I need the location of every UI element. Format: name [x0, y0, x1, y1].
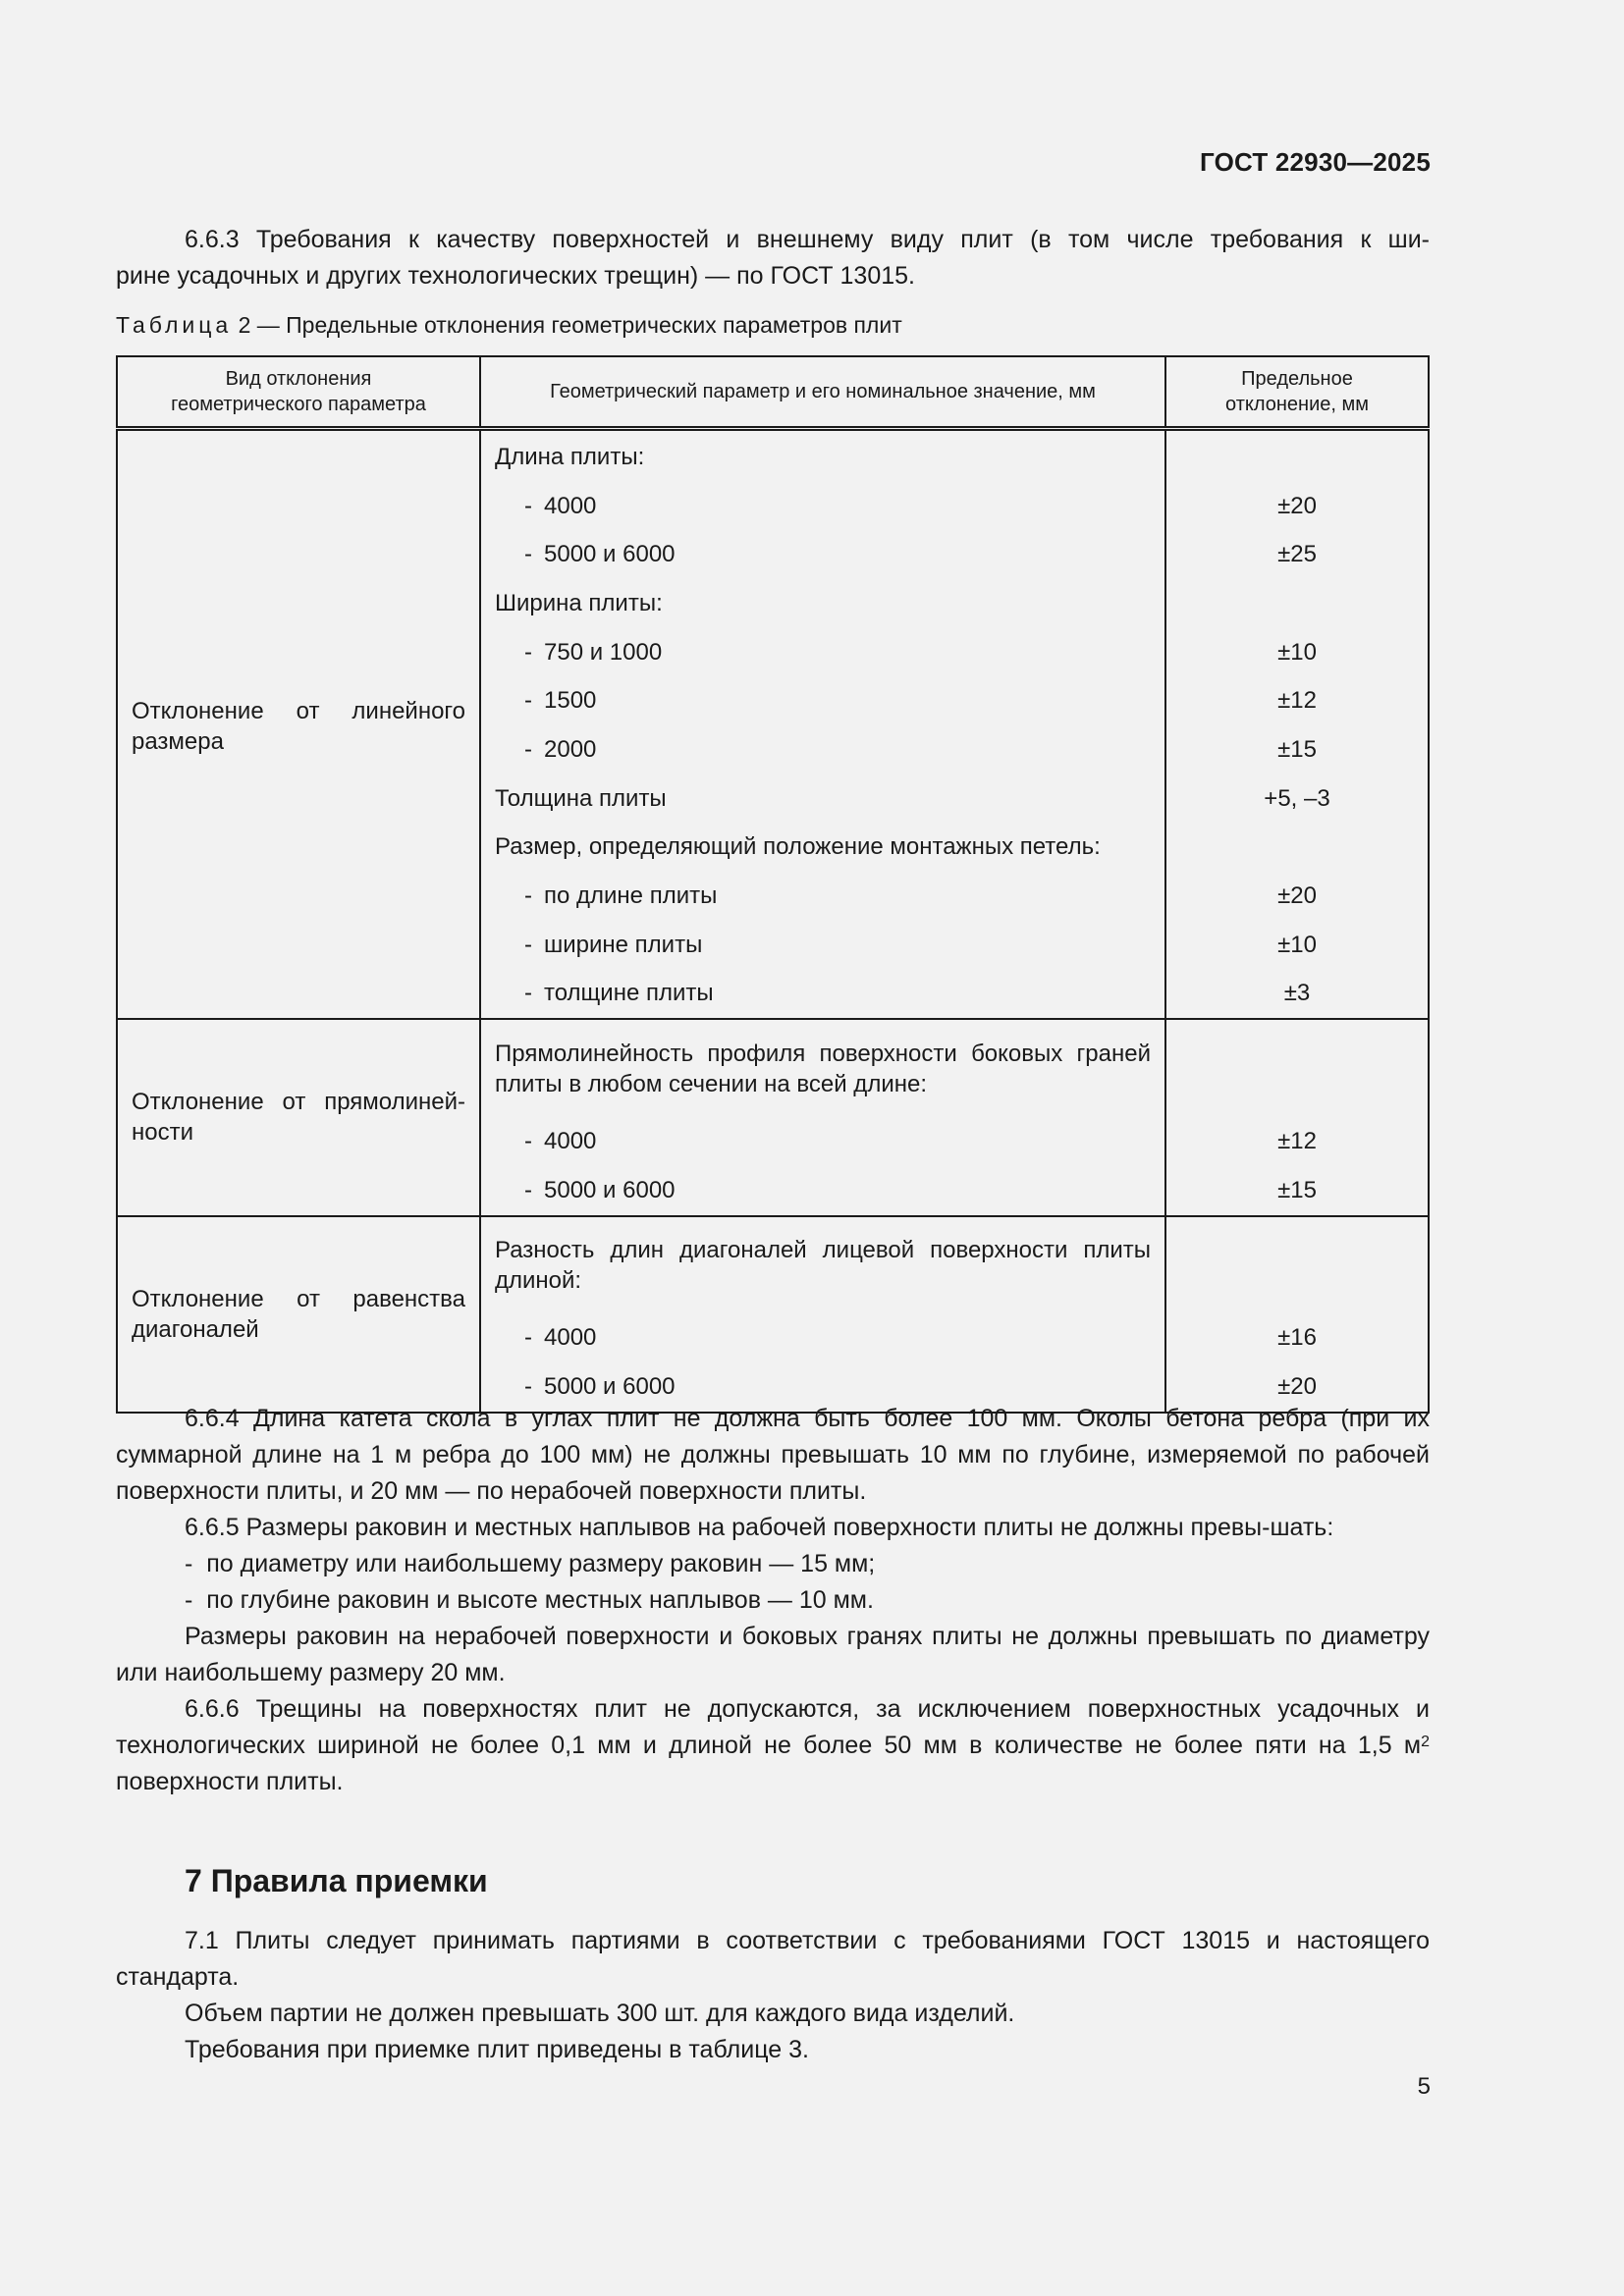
paragraph-6-6-5-tail: Размеры раковин на нерабочей поверхности и боковых гранях плиты не должны превышать по диаметру или наибольшему размеру 20 мм.	[116, 1623, 1430, 1686]
param-row: - 4000	[481, 1314, 1164, 1363]
header-col-type: Вид отклонения геометрического параметра	[117, 356, 480, 429]
section-7-body	[116, 1923, 1430, 2068]
value-row	[1166, 1217, 1428, 1314]
document-code: ГОСТ 22930—2025	[1200, 147, 1431, 177]
value-row: ±15	[1277, 735, 1317, 763]
param-row: Прямолинейность профиля поверхности боковых граней плиты в любом сечении на всей длине:	[495, 1040, 1151, 1097]
value-cell	[1165, 429, 1429, 1020]
value-row: ±20	[1277, 882, 1317, 910]
param-row: Ширина плиты:	[495, 589, 663, 616]
value-row: ±3	[1283, 980, 1311, 1007]
value-row: ±20	[1277, 1373, 1317, 1401]
value-row: ±16	[1277, 1324, 1317, 1352]
param-row: - по длине плиты	[481, 872, 1164, 921]
param-row: - 1500	[481, 676, 1164, 725]
paragraph-7-1: 7.1 Плиты следует принимать партиями в соответствии с требованиями ГОСТ 13015 и настоящего стандарта.	[116, 1927, 1430, 1991]
value-row: ±10	[1277, 638, 1317, 666]
param-row: Толщина плиты	[495, 784, 667, 812]
table-group-diagonals	[117, 1216, 1429, 1413]
paragraph-7-1-b: Объем партии не должен превышать 300 шт. для каждого вида изделий.	[185, 2000, 1015, 2027]
section-7-title: 7 Правила приемки	[185, 1863, 488, 1898]
paragraph-6-6-5: 6.6.5 Размеры раковин и местных наплывов на рабочей поверхности плиты не должны превы-шать:	[185, 1514, 1334, 1541]
param-row: Длина плиты:	[495, 443, 645, 470]
value-cell	[1165, 1216, 1429, 1413]
value-row	[1166, 579, 1428, 628]
value-row	[1166, 824, 1428, 873]
list-item: - по диаметру или наибольшему размеру раковин — 15 мм;	[185, 1550, 876, 1577]
value-row: ±20	[1277, 492, 1317, 519]
paragraph-6-6-6: 6.6.6 Трещины на поверхностях плит не допускаются, за исключением поверхностных усадочных и технологических шириной не более 0,1 мм и длиной не более 50 мм в количестве не более пяти на 1,5 $м^2$ поверхности плиты.	[116, 1695, 1430, 1795]
param-row: - 2000	[481, 725, 1164, 774]
paragraphs-6-6-4-to-6-6-6	[116, 1401, 1430, 1800]
param-cell	[480, 1216, 1165, 1413]
param-row: - 5000 и 6000	[481, 1166, 1164, 1215]
param-row: - 750 и 1000	[481, 628, 1164, 677]
value-row: ±15	[1277, 1176, 1317, 1203]
table-group-linear	[117, 429, 1429, 1020]
param-row: - 5000 и 6000	[481, 1362, 1164, 1412]
table-caption-text: 2 — Предельные отклонения геометрических параметров плит	[238, 312, 902, 338]
value-row: ±10	[1277, 931, 1317, 958]
table-caption-label: Таблица	[116, 312, 233, 338]
value-cell	[1165, 1019, 1429, 1215]
paragraph-7-1-c: Требования при приемке плит приведены в таблице 3.	[185, 2036, 809, 2063]
table-caption	[116, 312, 902, 339]
group-label: Отклонение от линейного размера	[117, 429, 480, 1020]
value-row	[1166, 1020, 1428, 1117]
value-row	[1166, 433, 1428, 482]
table-group-straightness	[117, 1019, 1429, 1215]
value-row: ±25	[1277, 541, 1317, 568]
param-row: - 4000	[481, 1117, 1164, 1166]
param-row: - 4000	[481, 482, 1164, 531]
paragraph-6-6-3: 6.6.3 Требования к качеству поверхностей и внешнему виду плит (в том числе требования к ши- рине усадочных и других технологических трещин) — по ГОСТ 13015.	[116, 226, 1430, 290]
value-row: +5, –3	[1264, 784, 1330, 812]
group-label: Отклонение от прямолиней-ности	[117, 1019, 480, 1215]
group-label: Отклонение от равенства диагоналей	[117, 1216, 480, 1413]
param-row: - толщине плиты	[481, 970, 1164, 1019]
value-row: ±12	[1277, 1128, 1317, 1155]
deviation-table	[116, 355, 1430, 1414]
value-row: ±12	[1277, 687, 1317, 715]
param-row: Разность длин диагоналей лицевой поверхности плиты длиной:	[495, 1237, 1151, 1295]
param-row: - 5000 и 6000	[481, 530, 1164, 579]
param-row: Размер, определяющий положение монтажных петель:	[495, 833, 1101, 861]
table-header-row	[117, 356, 1429, 429]
header-col-deviation: Предельное отклонение, мм	[1165, 356, 1429, 429]
param-cell	[480, 1019, 1165, 1215]
param-row: - ширине плиты	[481, 921, 1164, 970]
list-item: - по глубине раковин и высоте местных наплывов — 10 мм.	[185, 1586, 874, 1614]
page-number: 5	[1417, 2073, 1431, 2100]
header-col-parameter: Геометрический параметр и его номинальное значение, мм	[480, 356, 1165, 429]
paragraph-6-6-4: 6.6.4 Длина катета скола в углах плит не должна быть более 100 мм. Околы бетона ребра (при их суммарной длине на 1 м ребра до 100 мм) не должны превышать 10 мм по глубине, измеряемой по рабочей поверхности плиты, и 20 мм — по нерабочей поверхности плиты.	[116, 1405, 1430, 1505]
param-cell	[480, 429, 1165, 1020]
